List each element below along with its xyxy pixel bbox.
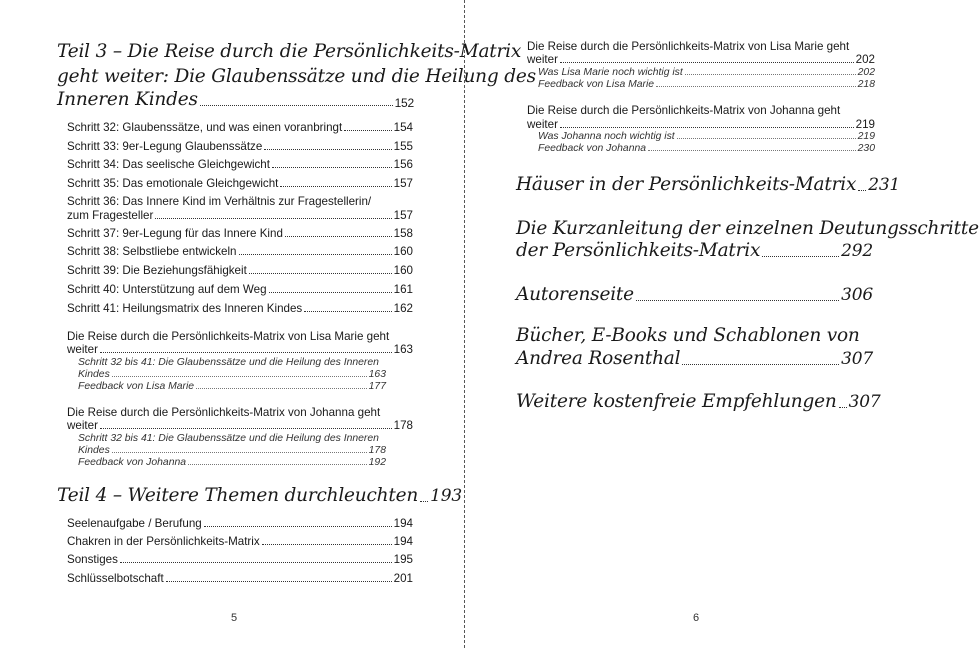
toc-entry[interactable] [67,177,413,190]
entry-label: Teil 4 – Weitere Themen durchleuchten [57,485,419,506]
entry-label: Schritt 40: Unterstützung auf dem Weg [67,283,267,296]
kurzanleitung-line1: Die Kurzanleitung der einzelnen Deutungsschritte [516,218,979,239]
toc-entry-buecher[interactable] [516,348,873,369]
entry-label: Schritt 37: 9er-Legung für das Innere Kind [67,227,283,240]
page-number: 6 [693,612,700,624]
dot-leader [420,501,428,502]
part3-heading-line1: Teil 3 – Die Reise durch die Persönlichkeits-Matrix [57,41,522,62]
toc-subentry[interactable] [538,131,875,142]
toc-entry[interactable] [67,553,413,566]
entry-page: 178 [393,419,413,432]
entry-page: 161 [393,283,413,296]
dot-leader [112,376,367,377]
toc-entry[interactable] [67,517,413,530]
toc-entry-haeuser[interactable] [516,174,901,195]
entry-page: 156 [393,158,413,171]
toc-entry[interactable] [67,283,413,296]
entry-label: Feedback von Johanna [538,143,647,154]
dot-leader [280,186,391,187]
toc-entry[interactable] [67,572,413,585]
johanna-block-line1: Die Reise durch die Persönlichkeits-Matrix von Johanna geht [527,104,841,117]
dot-leader [858,190,866,191]
dot-leader [239,254,392,255]
entry-label: der Persönlichkeits-Matrix [516,240,761,261]
dot-leader [656,86,856,87]
dot-leader [636,300,839,301]
toc-entry[interactable] [67,535,413,548]
buecher-line1: Bücher, E-Books und Schablonen von [516,325,860,346]
part3-heading-line2: geht weiter: Die Glaubenssätze und die Heilung des [57,66,536,87]
dot-leader [166,581,392,582]
dot-leader [272,167,392,168]
toc-entry-part3[interactable] [57,89,414,110]
dot-leader [112,452,367,453]
dot-leader [648,150,856,151]
dot-leader [285,236,392,237]
lisa-block-line1: Die Reise durch die Persönlichkeits-Matrix von Lisa Marie geht [67,330,390,343]
dot-leader [188,464,367,465]
dot-leader [262,544,392,545]
dot-leader [100,352,392,353]
entry-page: 178 [368,445,386,456]
entry-label: Schritt 35: Das emotionale Gleichgewicht [67,177,279,190]
toc-entry-kurzanleitung[interactable] [516,240,873,261]
entry-page: 160 [393,264,413,277]
entry-page: 163 [368,369,386,380]
dot-leader [344,130,391,131]
entry-page: 231 [868,175,901,195]
entry-label: weiter [527,53,558,66]
entry-label: Andrea Rosenthal [516,348,681,369]
toc-entry-autorenseite[interactable] [516,284,873,305]
toc-subentry[interactable] [538,67,875,78]
entry-page: 307 [848,392,881,412]
dot-leader [304,311,391,312]
entry-label: Schritt 33: 9er-Legung Glaubenssätze [67,140,263,153]
dot-leader [839,407,847,408]
entry-label: Was Lisa Marie noch wichtig ist [538,67,683,78]
dot-leader [120,562,392,563]
dot-leader [269,292,392,293]
entry-page: 202 [857,67,875,78]
dot-leader [677,138,856,139]
toc-entry[interactable] [67,121,413,134]
entry-label: Seelenaufgabe / Berufung [67,517,202,530]
entry-page: 152 [394,96,414,110]
toc-entry-part4[interactable] [57,485,462,506]
dot-leader [560,127,854,128]
entry-label: Schritt 38: Selbstliebe entwickeln [67,245,237,258]
entry-label: weiter [67,343,98,356]
entry-label: Sonstiges [67,553,118,566]
toc-entry-johanna[interactable] [527,118,875,131]
entry-label: Was Johanna noch wichtig ist [538,131,675,142]
entry-label: Häuser in der Persönlichkeits-Matrix [516,174,857,195]
entry-label: Autorenseite [516,284,634,305]
entry-page: 218 [857,79,875,90]
entry-page: 157 [393,177,413,190]
entry-label: Kindes [78,369,110,380]
entry-page: 193 [430,486,462,506]
johanna-sub1-line1: Schritt 32 bis 41: Die Glaubenssätze und die Heilung des Inneren [78,433,379,444]
entry-page: 154 [393,121,413,134]
entry-label: Schlüsselbotschaft [67,572,164,585]
johanna-block-line1: Die Reise durch die Persönlichkeits-Matrix von Johanna geht [67,406,381,419]
entry-label: Inneren Kindes [57,89,198,110]
entry-label: Chakren in der Persönlichkeits-Matrix [67,535,260,548]
lisa-sub1-line1: Schritt 32 bis 41: Die Glaubenssätze und die Heilung des Inneren [78,357,379,368]
dot-leader [264,149,391,150]
right-page [466,0,979,648]
toc-entry[interactable] [67,158,413,171]
dot-leader [249,273,392,274]
toc-subentry[interactable] [78,381,386,392]
entry-page: 306 [841,285,873,305]
entry-label-line1: Schritt 36: Das Innere Kind im Verhältnis zur Fragestellerin/ [67,195,372,208]
toc-entry-lisa[interactable] [527,53,875,66]
entry-page: 177 [368,381,386,392]
dot-leader [200,105,393,106]
toc-entry[interactable] [67,140,413,153]
dot-leader [762,256,839,257]
entry-page: 219 [857,131,875,142]
entry-label: weiter [67,419,98,432]
dot-leader [682,364,839,365]
toc-subentry[interactable] [78,369,386,380]
entry-page: 158 [393,227,413,240]
entry-page: 292 [841,241,873,261]
entry-label: Kindes [78,445,110,456]
dot-leader [204,526,392,527]
entry-page: 219 [855,118,875,131]
toc-entry[interactable] [67,209,413,222]
entry-page: 163 [393,343,413,356]
entry-page: 192 [368,457,386,468]
entry-page: 195 [393,553,413,566]
lisa-block-line1: Die Reise durch die Persönlichkeits-Matrix von Lisa Marie geht [527,40,850,53]
dot-leader [100,428,392,429]
page-divider [464,0,465,648]
toc-subentry[interactable] [78,457,386,468]
page-number: 5 [231,612,238,624]
entry-page: 201 [393,572,413,585]
entry-label: Weitere kostenfreie Empfehlungen [516,391,837,412]
toc-entry-johanna[interactable] [67,419,413,432]
entry-label: weiter [527,118,558,131]
entry-page: 194 [393,535,413,548]
entry-page: 157 [393,209,413,222]
toc-entry[interactable] [67,227,413,240]
entry-page: 155 [393,140,413,153]
dot-leader [155,218,391,219]
toc-entry[interactable] [67,245,413,258]
entry-label: zum Fragesteller [67,209,154,222]
entry-page: 202 [855,53,875,66]
entry-label: Feedback von Johanna [78,457,187,468]
toc-entry[interactable] [67,302,413,315]
toc-subentry[interactable] [78,445,386,456]
toc-subentry[interactable] [538,143,875,154]
dot-leader [685,74,856,75]
entry-page: 194 [393,517,413,530]
entry-page: 160 [393,245,413,258]
dot-leader [196,388,367,389]
toc-subentry[interactable] [538,79,875,90]
entry-page: 162 [393,302,413,315]
entry-page: 230 [857,143,875,154]
toc-entry[interactable] [67,264,413,277]
entry-label: Schritt 39: Die Beziehungsfähigkeit [67,264,247,277]
entry-label: Schritt 41: Heilungsmatrix des Inneren Kindes [67,302,303,315]
entry-page: 307 [841,349,873,369]
dot-leader [560,62,854,63]
entry-label: Feedback von Lisa Marie [538,79,655,90]
entry-label: Schritt 34: Das seelische Gleichgewicht [67,158,270,171]
toc-entry-empfehlungen[interactable] [516,391,881,412]
entry-label: Feedback von Lisa Marie [78,381,195,392]
toc-entry-lisa[interactable] [67,343,413,356]
entry-label: Schritt 32: Glaubenssätze, und was einen voranbringt [67,121,343,134]
